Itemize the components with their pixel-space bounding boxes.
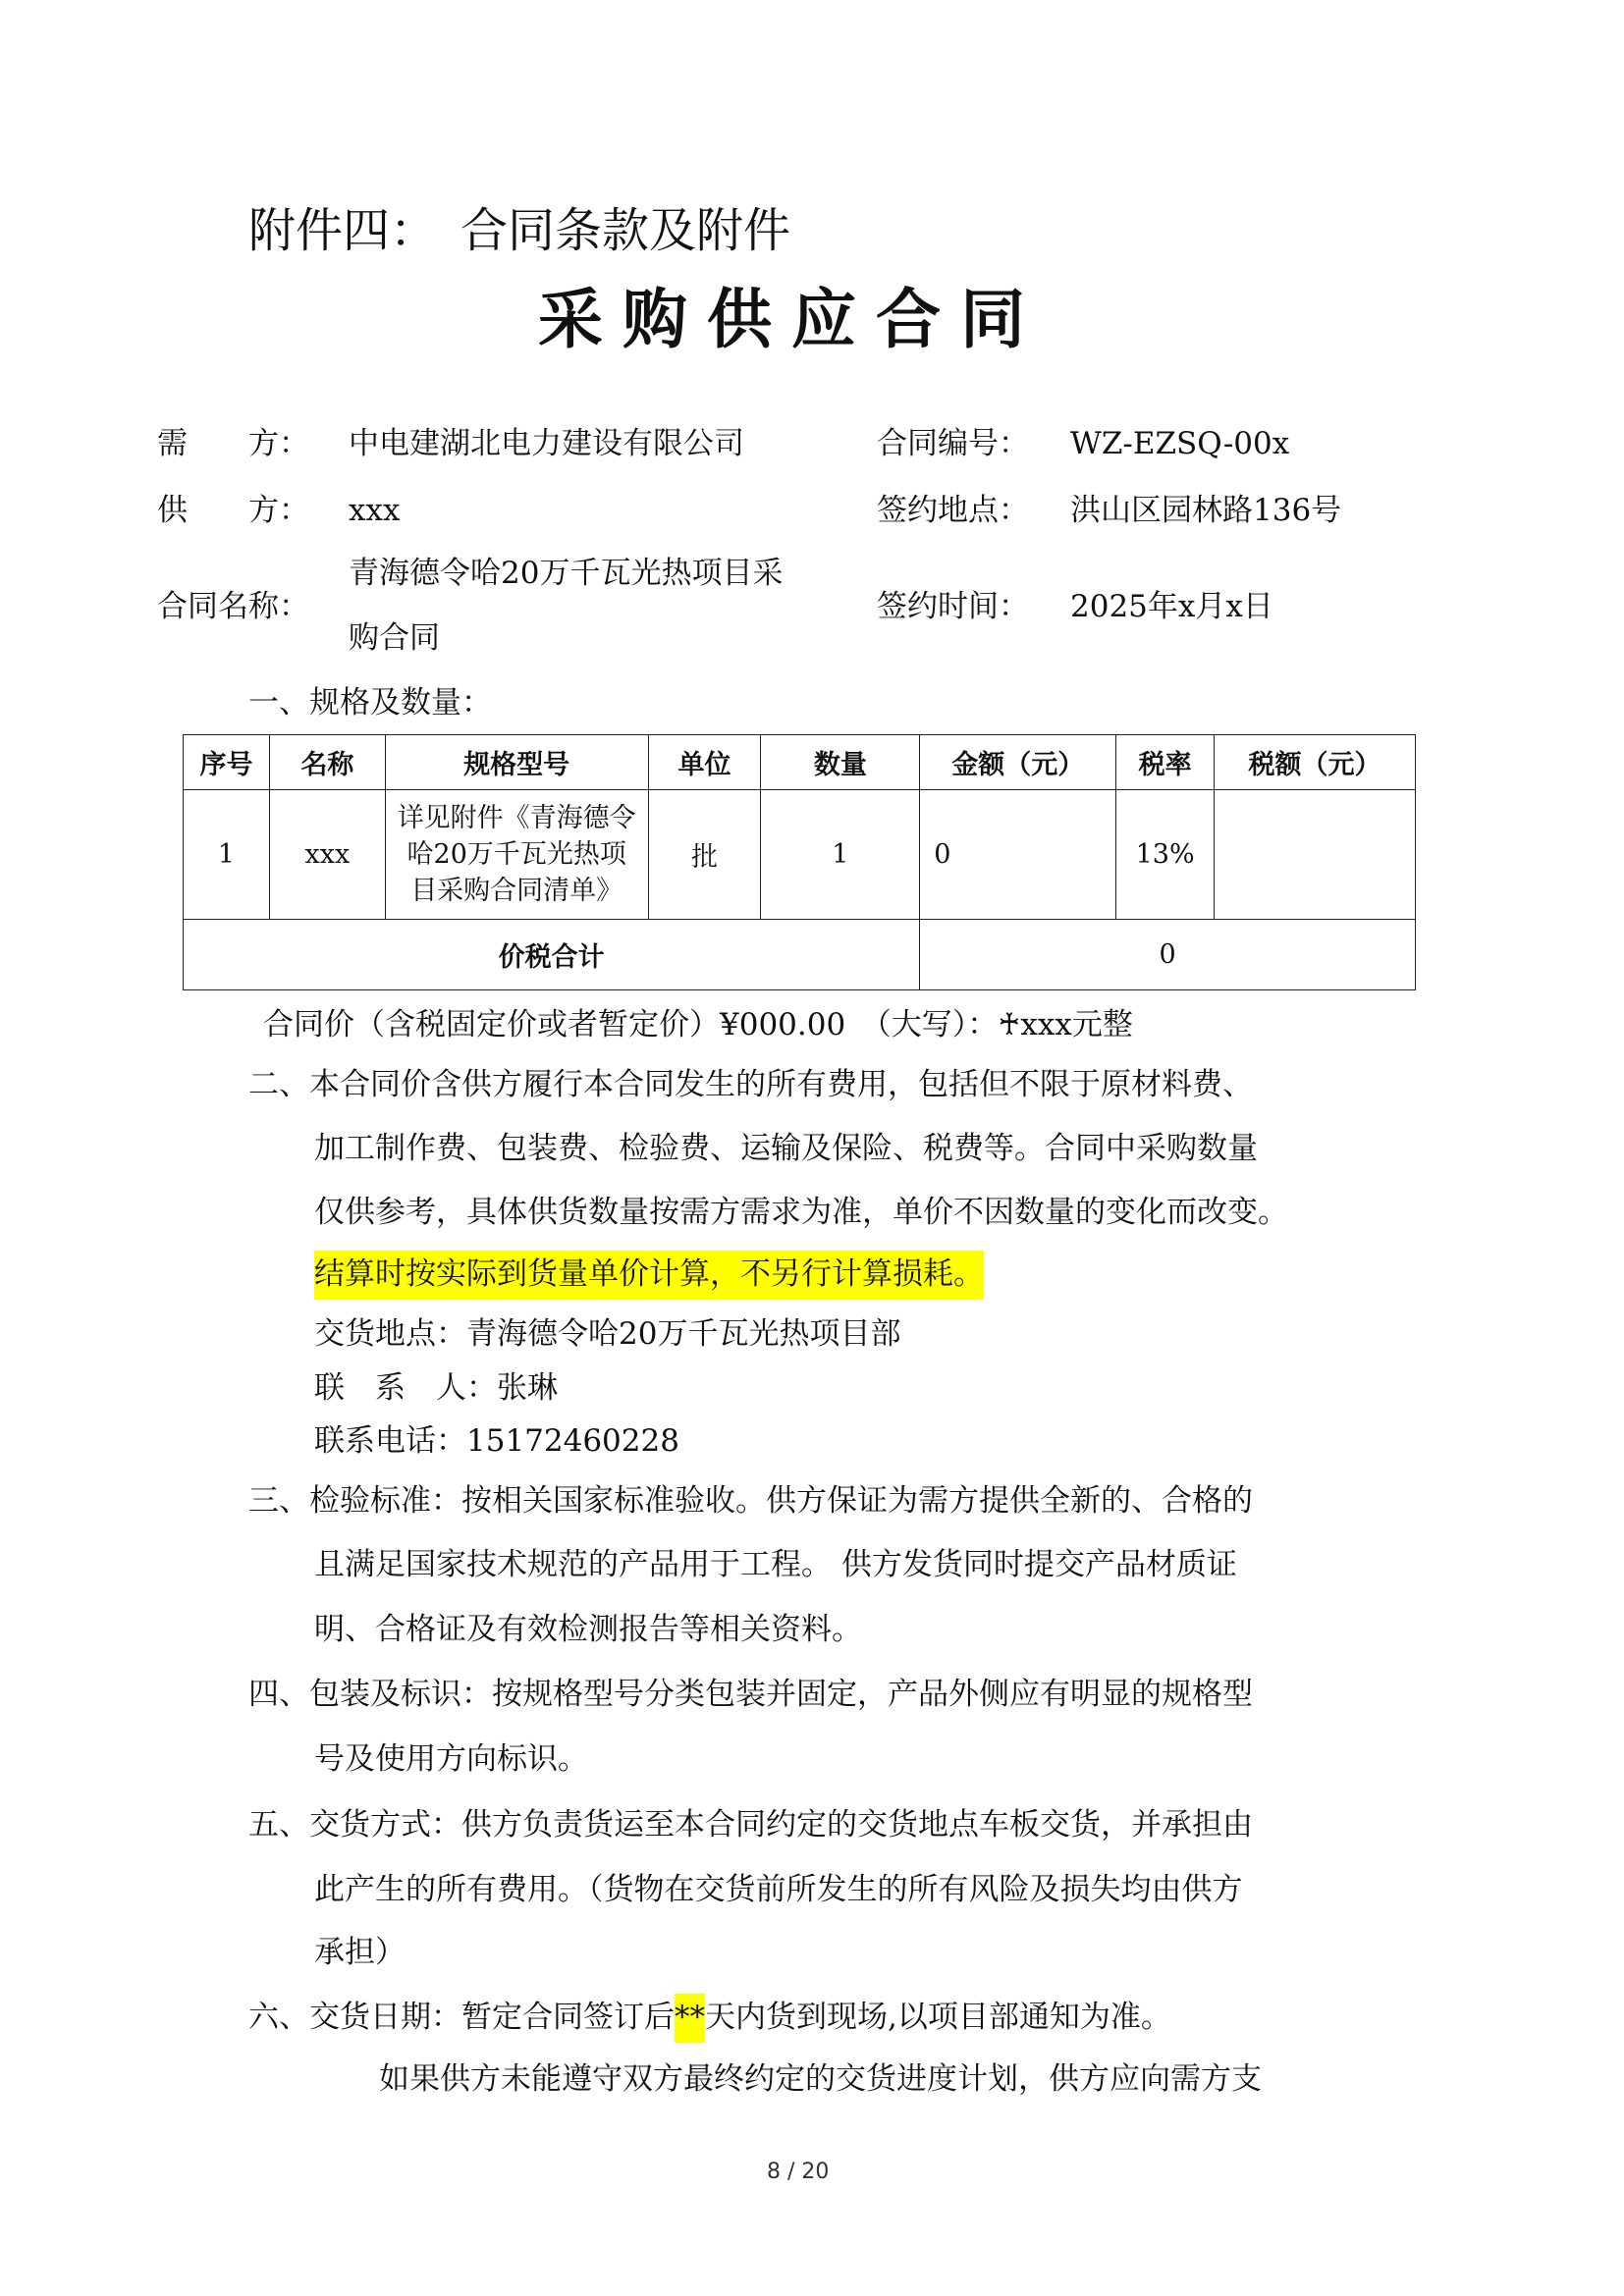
- header-no: 序号: [184, 735, 270, 790]
- contact-phone: 联系电话：15172460228: [314, 1423, 679, 1459]
- buyer-value: 中电建湖北电力建设有限公司: [349, 426, 744, 461]
- cell-tax-amount: [1215, 790, 1416, 920]
- attachment-heading: 附件四： 合同条款及附件: [248, 203, 791, 258]
- table-header-row: [184, 735, 1416, 790]
- cell-no: 1: [184, 790, 270, 920]
- section3-line3: 明、合格证及有效检测报告等相关资料。: [314, 1612, 862, 1647]
- header-qty: 数量: [761, 735, 920, 790]
- sign-place-value: 洪山区园林路136号: [1070, 493, 1342, 528]
- section2-line1: 二、本合同价含供方履行本合同发生的所有费用，包括但不限于原材料费、: [248, 1067, 1253, 1102]
- sign-place-label: 签约地点：: [877, 493, 1029, 528]
- cell-spec-line3: 目采购合同清单》: [410, 876, 623, 906]
- section6-line1: [248, 1998, 1171, 2037]
- contract-title: 采购供应合同: [538, 281, 1045, 357]
- section2-line3: 仅供参考，具体供货数量按需方需求为准，单价不因数量的变化而改变。: [314, 1195, 1288, 1230]
- section2-line2: 加工制作费、包装费、检验费、运输及保险、税费等。合同中采购数量: [314, 1131, 1258, 1166]
- page-number: 8 / 20: [767, 2160, 830, 2184]
- section3-line1: 三、检验标准：按相关国家标准验收。供方保证为需方提供全新的、合格的: [248, 1483, 1253, 1519]
- section5-line3: 承担）: [314, 1935, 406, 1970]
- section5-line2: 此产生的所有费用。（货物在交货前所发生的所有风险及损失均由供方: [314, 1872, 1243, 1907]
- section6-line2: 如果供方未能遵守双方最终约定的交货进度计划，供方应向需方支: [379, 2061, 1262, 2097]
- section6-prefix: 六、交货日期：暂定合同签订后: [248, 2000, 675, 2035]
- contract-name-line1: 青海德令哈20万千瓦光热项目采: [349, 556, 784, 591]
- contract-no-label: 合同编号：: [877, 426, 1029, 461]
- header-tax-amount: 税额（元）: [1215, 735, 1416, 790]
- contract-price-line: 合同价（含税固定价或者暂定价）¥000.00 （大写）：♰xxx元整: [263, 1007, 1133, 1042]
- cell-spec-line1: 详见附件《青海德令: [397, 803, 636, 833]
- contract-name-label: 合同名称：: [157, 589, 309, 624]
- section4-line1: 四、包装及标识：按规格型号分类包装并固定，产品外侧应有明显的规格型: [248, 1677, 1253, 1712]
- section6-highlight: **: [675, 1994, 705, 2043]
- header-amount: 金额（元）: [920, 735, 1116, 790]
- total-value: 0: [920, 920, 1416, 990]
- section3-line2: 且满足国家技术规范的产品用于工程。 供方发货同时提交产品材质证: [314, 1547, 1237, 1582]
- contact-person: 联 系 人：张琳: [314, 1370, 558, 1406]
- section2-highlight-wrap: [314, 1255, 984, 1294]
- section5-line1: 五、交货方式：供方负责货运至本合同约定的交货地点车板交货，并承担由: [248, 1807, 1253, 1842]
- header-name: 名称: [269, 735, 385, 790]
- supplier-value: xxx: [349, 493, 401, 528]
- cell-spec: [385, 790, 648, 920]
- contract-name-line2: 购合同: [349, 620, 440, 656]
- header-tax-rate: 税率: [1116, 735, 1215, 790]
- total-label: 价税合计: [184, 920, 920, 990]
- section2-highlight: 结算时按实际到货量单价计算，不另行计算损耗。: [314, 1251, 984, 1300]
- section4-line2: 号及使用方向标识。: [314, 1741, 588, 1777]
- section1-title: 一、规格及数量：: [248, 685, 492, 721]
- cell-tax-rate: 13%: [1116, 790, 1215, 920]
- delivery-place: 交货地点：青海德令哈20万千瓦光热项目部: [314, 1316, 901, 1352]
- items-table: [183, 734, 1416, 990]
- cell-qty: 1: [761, 790, 920, 920]
- cell-unit: 批: [648, 790, 761, 920]
- cell-amount: 0: [920, 790, 1116, 920]
- header-unit: 单位: [648, 735, 761, 790]
- contract-no-value: WZ-EZSQ-00x: [1070, 426, 1290, 461]
- table-row: [184, 790, 1416, 920]
- table-total-row: [184, 920, 1416, 990]
- sign-time-label: 签约时间：: [877, 589, 1029, 624]
- buyer-label: 需 方：: [157, 426, 309, 461]
- supplier-label: 供 方：: [157, 493, 309, 528]
- sign-time-value: 2025年x月x日: [1070, 589, 1273, 624]
- cell-spec-line2: 哈20万千瓦光热项: [406, 839, 626, 870]
- header-spec: 规格型号: [385, 735, 648, 790]
- cell-name: xxx: [269, 790, 385, 920]
- section6-suffix: 天内货到现场,以项目部通知为准。: [705, 2000, 1171, 2035]
